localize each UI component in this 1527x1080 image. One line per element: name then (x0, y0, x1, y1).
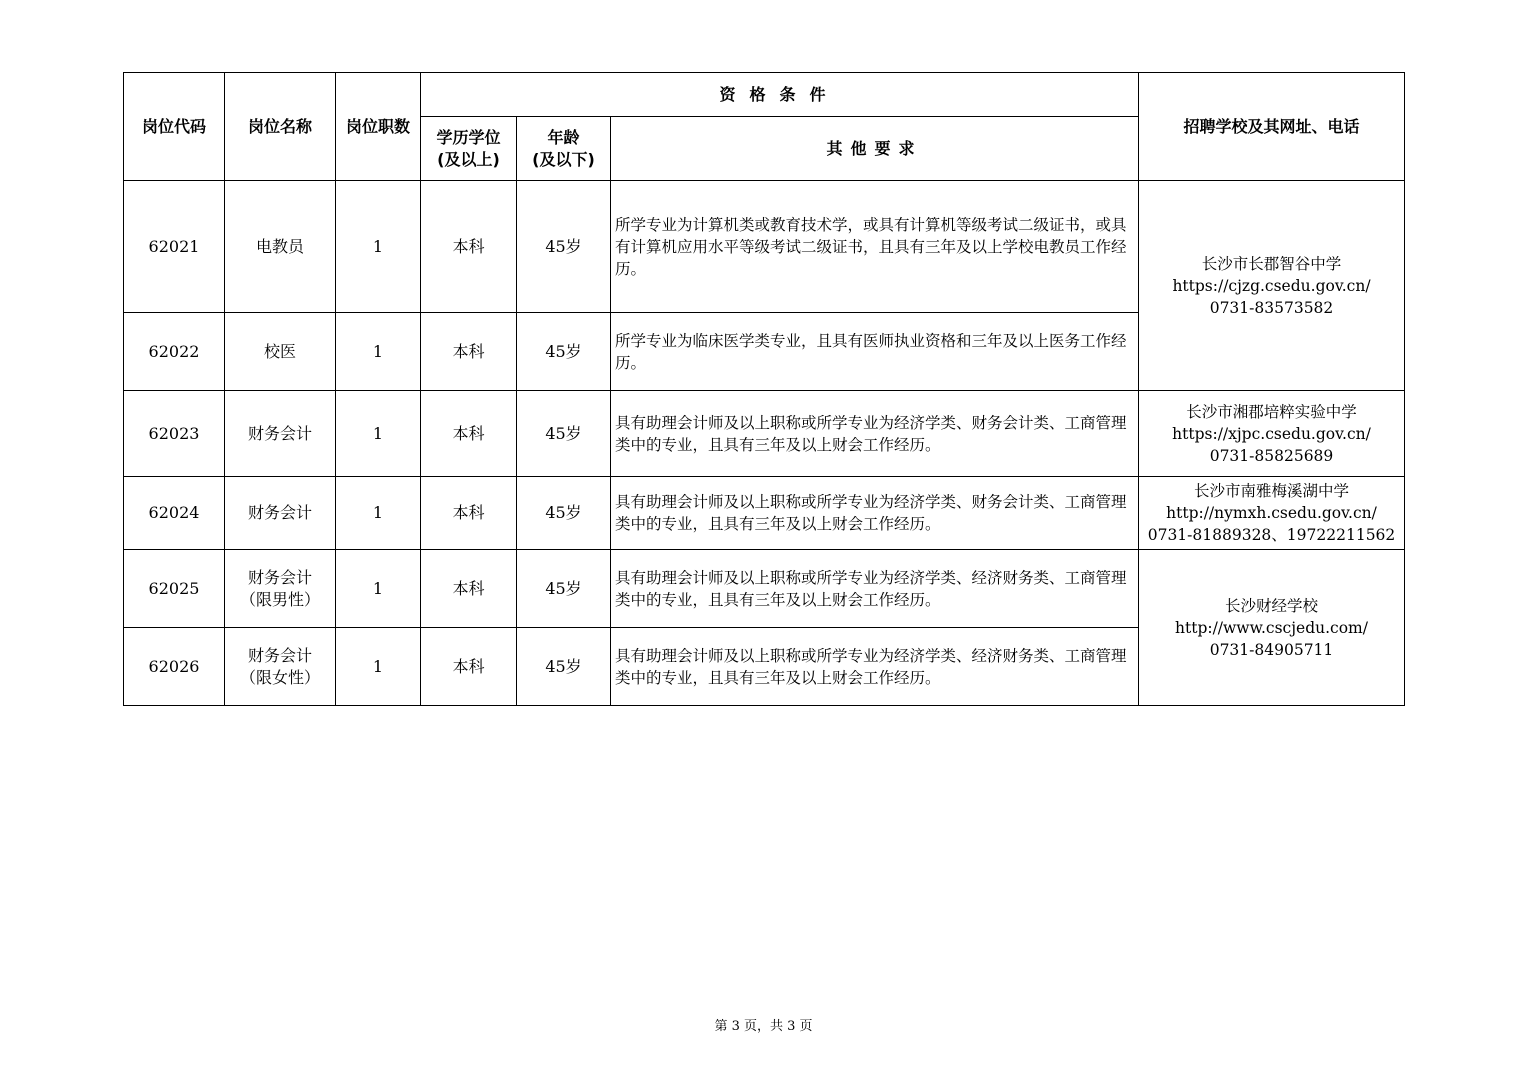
row-name (225, 628, 336, 706)
row-code: 62023 (124, 391, 225, 477)
school-phone: 0731-81889328、19722211562 (1147, 526, 1396, 544)
school-url: https://cjzg.csedu.gov.cn/ (1172, 276, 1371, 295)
header-count: 岗位职数 (336, 73, 421, 181)
row-code: 62021 (124, 181, 225, 313)
row-count: 1 (336, 628, 421, 706)
row-code: 62024 (124, 477, 225, 550)
header-age-label: 年龄 (547, 127, 580, 147)
row-other-requirements: 具有助理会计师及以上职称或所学专业为经济学类、财务会计类、工商管理类中的专业，且具有三年及以上财会工作经历。 (611, 391, 1139, 477)
school-name: 长沙市南雅梅溪湖中学 (1193, 482, 1349, 500)
row-other-requirements: 所学专业为计算机类或教育技术学，或具有计算机等级考试二级证书，或具有计算机应用水平等级考试二级证书，且具有三年及以上学校电教员工作经历。 (611, 181, 1139, 313)
table-row (124, 181, 1405, 313)
row-education: 本科 (421, 391, 517, 477)
page-footer: 第 3 页，共 3 页 (714, 1019, 813, 1034)
header-code: 岗位代码 (124, 73, 225, 181)
row-education: 本科 (421, 477, 517, 550)
school-cell (1139, 477, 1405, 550)
header-qualifications: 资格条件 (421, 73, 1139, 117)
header-education-label: 学历学位 (436, 127, 501, 147)
header-age-sub: (及以下) (532, 149, 595, 169)
row-age: 45岁 (517, 477, 611, 550)
row-name-sub: （限女性） (239, 667, 320, 687)
school-cell (1139, 391, 1405, 477)
school-name: 长沙财经学校 (1224, 596, 1318, 615)
row-other-requirements: 具有助理会计师及以上职称或所学专业为经济学类、财务会计类、工商管理类中的专业，且具有三年及以上财会工作经历。 (611, 477, 1139, 550)
row-count: 1 (336, 181, 421, 313)
row-code: 62025 (124, 550, 225, 628)
school-cell (1139, 181, 1405, 391)
row-age: 45岁 (517, 628, 611, 706)
school-name: 长沙市长郡智谷中学 (1201, 254, 1342, 273)
header-other: 其他要求 (611, 117, 1139, 181)
school-phone: 0731-85825689 (1209, 446, 1334, 465)
school-url: https://xjpc.csedu.gov.cn/ (1172, 424, 1371, 443)
row-name: 校医 (225, 313, 336, 391)
row-age: 45岁 (517, 391, 611, 477)
header-school: 招聘学校及其网址、电话 (1139, 73, 1405, 181)
table-row (124, 550, 1405, 628)
table-row (124, 391, 1405, 477)
row-name: 财务会计 (225, 391, 336, 477)
row-other-requirements: 具有助理会计师及以上职称或所学专业为经济学类、经济财务类、工商管理类中的专业，且具有三年及以上财会工作经历。 (611, 550, 1139, 628)
school-phone: 0731-83573582 (1209, 298, 1334, 317)
school-url: http://nymxh.csedu.gov.cn/ (1166, 504, 1377, 522)
row-education: 本科 (421, 550, 517, 628)
row-name-main: 财务会计 (247, 567, 312, 587)
row-name: 财务会计 (225, 477, 336, 550)
row-count: 1 (336, 313, 421, 391)
row-name-main: 财务会计 (247, 645, 312, 665)
row-count: 1 (336, 477, 421, 550)
row-count: 1 (336, 550, 421, 628)
recruitment-table (123, 72, 1405, 706)
table-row (124, 477, 1405, 550)
header-name: 岗位名称 (225, 73, 336, 181)
school-name: 长沙市湘郡培粹实验中学 (1186, 402, 1357, 421)
school-url: http://www.cscjedu.com/ (1175, 618, 1368, 637)
row-other-requirements: 所学专业为临床医学类专业，且具有医师执业资格和三年及以上医务工作经历。 (611, 313, 1139, 391)
row-other-requirements: 具有助理会计师及以上职称或所学专业为经济学类、经济财务类、工商管理类中的专业，且具有三年及以上财会工作经历。 (611, 628, 1139, 706)
row-name (225, 550, 336, 628)
row-count: 1 (336, 391, 421, 477)
header-education-sub: (及以上) (437, 149, 500, 169)
recruitment-table-container (123, 72, 1405, 706)
row-education: 本科 (421, 181, 517, 313)
header-education (421, 117, 517, 181)
row-education: 本科 (421, 313, 517, 391)
header-row-1 (124, 73, 1405, 117)
row-age: 45岁 (517, 181, 611, 313)
row-education: 本科 (421, 628, 517, 706)
school-phone: 0731-84905711 (1209, 640, 1334, 659)
school-cell (1139, 550, 1405, 706)
row-name-sub: （限男性） (239, 589, 320, 609)
row-name: 电教员 (225, 181, 336, 313)
row-code: 62022 (124, 313, 225, 391)
header-age (517, 117, 611, 181)
row-age: 45岁 (517, 313, 611, 391)
row-age: 45岁 (517, 550, 611, 628)
row-code: 62026 (124, 628, 225, 706)
